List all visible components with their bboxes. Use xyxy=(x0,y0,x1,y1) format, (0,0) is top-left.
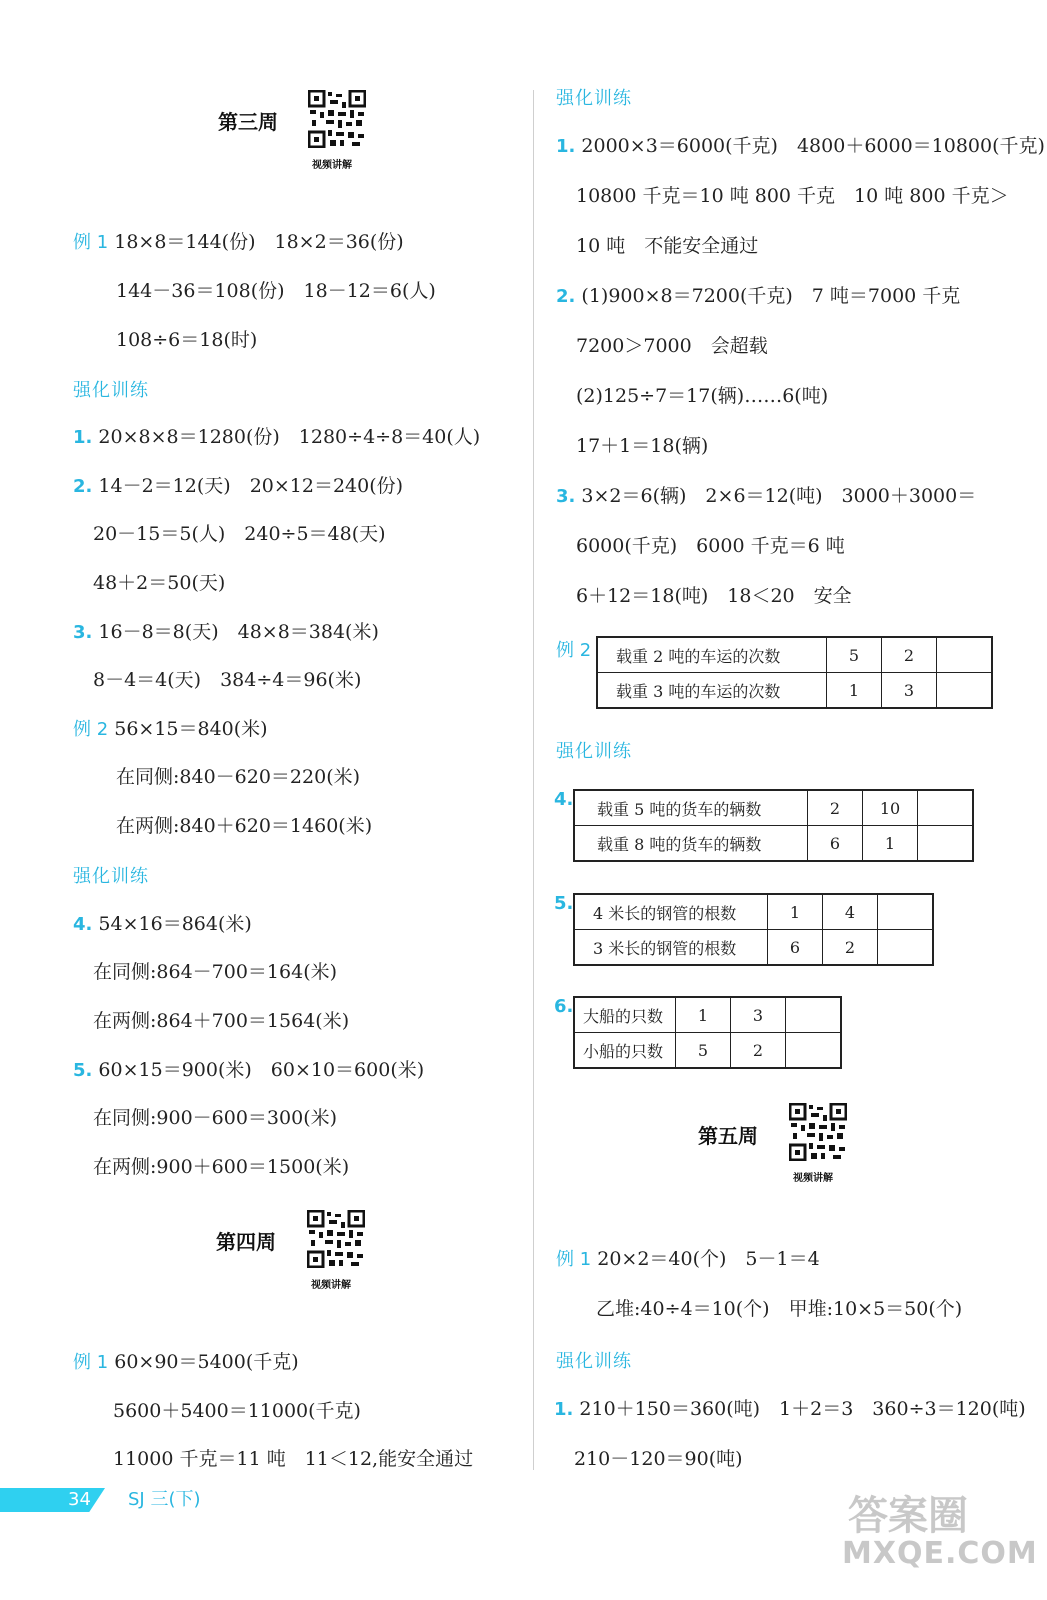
r-q4-number: 4. xyxy=(554,789,574,810)
table-cell: 6 xyxy=(768,930,823,966)
table-cell: 1 xyxy=(863,826,918,862)
r-q2-line3: (2)125÷7＝17(辆)……6(吨) xyxy=(576,385,829,407)
right-training-heading-2: 强化训练 xyxy=(556,1351,632,1372)
q4-number: 4. xyxy=(73,914,93,935)
table-cell: 3 xyxy=(882,673,937,709)
watermark-logo-text: 答案圈 xyxy=(848,1493,968,1539)
table-row xyxy=(574,1033,841,1069)
r-ex2-label: 例 2 xyxy=(556,640,592,661)
table-cell: 1 xyxy=(676,997,731,1033)
table-cell xyxy=(878,894,934,930)
ex2-label: 例 2 xyxy=(73,719,109,740)
table-cell: 10 xyxy=(863,790,918,826)
week3-qr-code-icon[interactable] xyxy=(308,90,366,148)
q3-number: 3. xyxy=(73,622,93,643)
r-ex1-line1 xyxy=(556,1246,820,1273)
r-q1b-number: 1. xyxy=(554,1399,574,1420)
q2-line1 xyxy=(73,473,403,500)
table-cell: 5 xyxy=(676,1033,731,1069)
r-ex2-table xyxy=(596,636,993,709)
r-q3-line3: 6＋12＝18(吨) 18＜20 安全 xyxy=(576,585,852,607)
r-q1-line3: 10 吨 不能安全通过 xyxy=(576,235,759,257)
q2-line2: 20－15＝5(人) 240÷5＝48(天) xyxy=(93,523,386,545)
table-cell: 3 米长的钢管的根数 xyxy=(574,930,768,966)
q4-text1: 54×16＝864(米) xyxy=(98,913,252,935)
r-q3-line2: 6000(千克) 6000 千克＝6 吨 xyxy=(576,535,845,557)
q5-number: 5. xyxy=(73,1060,93,1081)
table-cell: 5 xyxy=(827,637,882,673)
table-cell: 1 xyxy=(768,894,823,930)
r-q1-line2: 10800 千克＝10 吨 800 千克 10 吨 800 千克＞ xyxy=(576,185,1009,207)
table-row xyxy=(597,637,992,673)
table-cell: 2 xyxy=(808,790,863,826)
table-cell xyxy=(786,997,842,1033)
r-q6-table xyxy=(573,996,842,1069)
ex1-line1 xyxy=(73,229,404,256)
r-q1b-text1: 210＋150＝360(吨) 1＋2＝3 360÷3＝120(吨) xyxy=(579,1398,1026,1420)
ex1b-line3: 11000 千克＝11 吨 11＜12,能安全通过 xyxy=(113,1448,474,1470)
table-cell: 2 xyxy=(823,930,878,966)
table-cell: 4 米长的钢管的根数 xyxy=(574,894,768,930)
r-q3-line1 xyxy=(556,483,976,510)
q4-line3: 在两侧:864＋700＝1564(米) xyxy=(93,1010,350,1032)
week4-qr-code-icon[interactable] xyxy=(307,1210,365,1268)
week5-title: 第五周 xyxy=(698,1124,758,1148)
r-ex1-label: 例 1 xyxy=(556,1249,592,1270)
right-training-heading-0: 强化训练 xyxy=(556,88,632,109)
r-q1-number: 1. xyxy=(556,136,576,157)
table-cell: 2 xyxy=(731,1033,786,1069)
q3-line1 xyxy=(73,619,379,646)
ex2-line1 xyxy=(73,716,268,743)
table-cell: 3 xyxy=(731,997,786,1033)
table-cell xyxy=(937,637,993,673)
table-cell: 1 xyxy=(827,673,882,709)
q5-line2: 在同侧:900－600＝300(米) xyxy=(93,1107,338,1129)
table-cell xyxy=(786,1033,842,1069)
q5-line1 xyxy=(73,1057,424,1084)
week5-qr-code-icon[interactable] xyxy=(789,1103,847,1161)
right-training-heading-1: 强化训练 xyxy=(556,741,632,762)
table-cell: 载重 8 吨的货车的辆数 xyxy=(574,826,808,862)
week4-qr-caption: 视频讲解 xyxy=(311,1280,351,1291)
week3-qr-caption: 视频讲解 xyxy=(312,160,352,171)
r-q6-number: 6. xyxy=(554,996,574,1017)
table-row xyxy=(574,790,973,826)
ex1b-text1: 60×90＝5400(千克) xyxy=(114,1351,299,1373)
table-row xyxy=(574,930,933,966)
r-q2-text1: (1)900×8＝7200(千克) 7 吨＝7000 千克 xyxy=(581,285,961,307)
footer-book-label: SJ 三(下) xyxy=(128,1489,201,1510)
table-cell xyxy=(918,826,974,862)
table-cell: 小船的只数 xyxy=(574,1033,676,1069)
r-q2-line4: 17＋1＝18(辆) xyxy=(576,435,709,457)
q1-line1 xyxy=(73,424,480,451)
r-q4-table xyxy=(573,789,974,862)
ex1b-line1 xyxy=(73,1349,299,1376)
q2-line3: 48＋2＝50(天) xyxy=(93,572,226,594)
ex1-label: 例 1 xyxy=(73,232,109,253)
table-cell: 载重 5 吨的货车的辆数 xyxy=(574,790,808,826)
table-cell: 4 xyxy=(823,894,878,930)
table-cell: 载重 2 吨的车运的次数 xyxy=(597,637,827,673)
table-cell xyxy=(878,930,934,966)
table-cell: 载重 3 吨的车运的次数 xyxy=(597,673,827,709)
table-cell: 2 xyxy=(882,637,937,673)
table-row xyxy=(574,826,973,862)
week3-title: 第三周 xyxy=(218,110,278,134)
training-heading-2: 强化训练 xyxy=(73,866,149,887)
table-cell xyxy=(937,673,993,709)
ex2-text1: 56×15＝840(米) xyxy=(114,718,268,740)
q2-number: 2. xyxy=(73,476,93,497)
ex2-line3: 在两侧:840＋620＝1460(米) xyxy=(116,815,373,837)
r-q5-number: 5. xyxy=(554,893,574,914)
r-q1-text1: 2000×3＝6000(千克) 4800＋6000＝10800(千克) xyxy=(581,135,1045,157)
r-q1b-line1 xyxy=(554,1396,1026,1423)
ex1-text1: 18×8＝144(份) 18×2＝36(份) xyxy=(114,231,404,253)
r-q1b-line2: 210－120＝90(吨) xyxy=(574,1448,743,1470)
q5-text1: 60×15＝900(米) 60×10＝600(米) xyxy=(98,1059,425,1081)
r-q2-line1 xyxy=(556,283,960,310)
r-q2-line2: 7200＞7000 会超载 xyxy=(576,335,768,357)
table-cell: 6 xyxy=(808,826,863,862)
table-row xyxy=(574,894,933,930)
q3-line2: 8－4＝4(天) 384÷4＝96(米) xyxy=(93,669,362,691)
q1-number: 1. xyxy=(73,427,93,448)
q4-line1 xyxy=(73,911,252,938)
table-cell xyxy=(918,790,974,826)
page-number: 34 xyxy=(68,1489,91,1510)
ex1b-line2: 5600＋5400＝11000(千克) xyxy=(113,1400,361,1422)
q1-text1: 20×8×8＝1280(份) 1280÷4÷8＝40(人) xyxy=(98,426,481,448)
table-row xyxy=(597,673,992,709)
ex1-line3: 108÷6＝18(时) xyxy=(116,329,258,351)
q4-line2: 在同侧:864－700＝164(米) xyxy=(93,961,338,983)
week5-qr-caption: 视频讲解 xyxy=(793,1173,833,1184)
column-divider xyxy=(533,90,534,1470)
training-heading-1: 强化训练 xyxy=(73,380,149,401)
r-ex1-line2: 乙堆:40÷4＝10(个) 甲堆:10×5＝50(个) xyxy=(596,1298,963,1320)
r-q5-table xyxy=(573,893,934,966)
watermark-url: MXQE.COM xyxy=(842,1536,1038,1571)
ex1-line2: 144－36＝108(份) 18－12＝6(人) xyxy=(116,280,436,302)
r-q3-number: 3. xyxy=(556,486,576,507)
r-q2-number: 2. xyxy=(556,286,576,307)
week4-title: 第四周 xyxy=(216,1230,276,1254)
q2-text1: 14－2＝12(天) 20×12＝240(份) xyxy=(98,475,404,497)
r-ex1-text1: 20×2＝40(个) 5－1＝4 xyxy=(597,1248,820,1270)
ex1b-label: 例 1 xyxy=(73,1352,109,1373)
q5-line3: 在两侧:900＋600＝1500(米) xyxy=(93,1156,350,1178)
q3-text1: 16－8＝8(天) 48×8＝384(米) xyxy=(98,621,379,643)
ex2-line2: 在同侧:840－620＝220(米) xyxy=(116,766,361,788)
r-q1-line1 xyxy=(556,133,1045,160)
r-q3-text1: 3×2＝6(辆) 2×6＝12(吨) 3000＋3000＝ xyxy=(581,485,977,507)
table-cell: 大船的只数 xyxy=(574,997,676,1033)
table-row xyxy=(574,997,841,1033)
